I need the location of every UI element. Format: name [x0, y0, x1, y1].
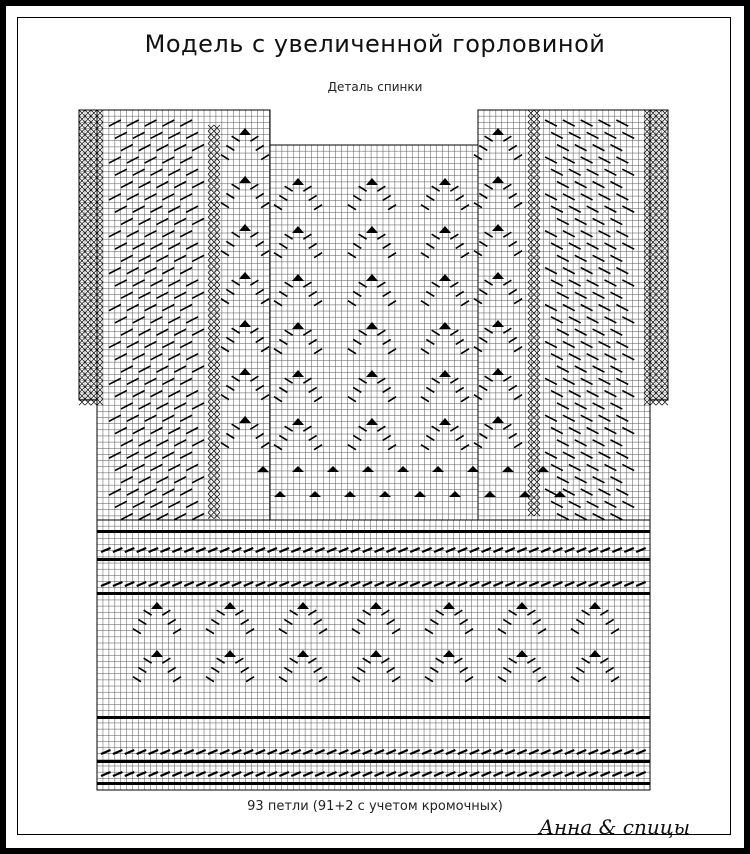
- triangle-decrease: [443, 602, 455, 609]
- triangle-decrease: [443, 650, 455, 657]
- band-rule: [97, 716, 650, 719]
- triangle-decrease: [519, 491, 531, 497]
- lower-motif: [352, 602, 400, 634]
- band-rule: [97, 592, 650, 595]
- slash-stitches: [421, 234, 469, 257]
- grid-lines: [270, 145, 478, 520]
- double-dash-band: [101, 582, 646, 586]
- triangle-decrease: [366, 370, 378, 377]
- grid-lines: [478, 110, 650, 520]
- triangle-decrease: [439, 322, 451, 329]
- triangle-decrease: [297, 650, 309, 657]
- slash-stitches: [206, 610, 254, 633]
- slash-stitches: [133, 658, 181, 681]
- triangle-decrease: [224, 650, 236, 657]
- triangle-decrease: [492, 128, 504, 135]
- chart-title: Модель с увеличенной горловиной: [144, 30, 606, 58]
- slash-stitches: [221, 232, 269, 255]
- triangle-decrease: [414, 491, 426, 497]
- slash-stitches: [474, 328, 522, 351]
- lower-motif: [133, 602, 181, 634]
- slash-stitches: [221, 376, 269, 399]
- triangle-decrease: [492, 368, 504, 375]
- band-row: [97, 548, 650, 561]
- slash-stitches: [221, 280, 269, 303]
- slash-stitches: [274, 186, 322, 209]
- triangle-decrease: [297, 602, 309, 609]
- center-motif: [421, 274, 469, 306]
- double-dash-band: [101, 750, 646, 754]
- author-signature: Анна & спицы: [538, 815, 690, 839]
- triangle-decrease: [239, 272, 251, 279]
- triangle-decrease: [492, 416, 504, 423]
- triangle-decrease: [370, 650, 382, 657]
- lower-motif: [279, 650, 327, 682]
- side-motif: [221, 272, 269, 304]
- triangle-decrease: [366, 178, 378, 185]
- triangle-decrease: [467, 466, 479, 472]
- slash-stitches: [206, 658, 254, 681]
- side-motif: [474, 224, 522, 256]
- double-dash-band: [101, 548, 646, 552]
- lower-motif: [206, 650, 254, 682]
- lower-motif: [498, 650, 546, 682]
- triangle-decrease: [366, 322, 378, 329]
- slash-stitches: [421, 282, 469, 305]
- slash-stitches: [221, 136, 269, 159]
- center-motif: [421, 178, 469, 210]
- chart-subtitle: Деталь спинки: [327, 80, 423, 94]
- center-motif: [421, 226, 469, 258]
- chart-symbols: [79, 110, 668, 785]
- slash-stitches: [274, 234, 322, 257]
- center-motif: [421, 322, 469, 354]
- stitch-count-caption: 93 петли (91+2 с учетом кромочных): [247, 799, 503, 814]
- side-motif: [221, 416, 269, 448]
- side-motif: [221, 128, 269, 160]
- triangle-decrease: [492, 224, 504, 231]
- side-motif: [474, 272, 522, 304]
- slash-stitches: [279, 610, 327, 633]
- slash-stitches: [274, 282, 322, 305]
- triangle-decrease: [151, 650, 163, 657]
- slash-stitches: [421, 186, 469, 209]
- triangle-decrease: [224, 602, 236, 609]
- slash-stitches: [133, 610, 181, 633]
- triangle-decrease: [327, 466, 339, 472]
- lower-motif: [571, 650, 619, 682]
- lower-motif: [206, 602, 254, 634]
- band-row: [97, 582, 650, 595]
- slash-stitches: [474, 232, 522, 255]
- triangle-decrease: [492, 320, 504, 327]
- side-motif: [221, 176, 269, 208]
- double-dash-band: [101, 772, 646, 776]
- center-motif: [274, 178, 322, 210]
- lower-motif: [571, 602, 619, 634]
- slash-stitches: [474, 280, 522, 303]
- slash-stitches: [571, 610, 619, 633]
- triangle-decrease: [439, 178, 451, 185]
- side-motif: [221, 368, 269, 400]
- triangle-decrease: [239, 416, 251, 423]
- center-motif: [274, 226, 322, 258]
- center-motif: [274, 322, 322, 354]
- band-row: [97, 750, 650, 763]
- slash-stitches: [474, 376, 522, 399]
- lower-motif: [352, 650, 400, 682]
- lower-motif: [279, 602, 327, 634]
- triangle-decrease: [439, 274, 451, 281]
- slash-stitches: [498, 658, 546, 681]
- triangle-decrease: [366, 274, 378, 281]
- triangle-decrease: [589, 602, 601, 609]
- side-motif: [474, 176, 522, 208]
- side-motif: [474, 416, 522, 448]
- band-rule: [97, 530, 650, 533]
- triangle-decrease: [439, 370, 451, 377]
- triangle-decrease: [239, 128, 251, 135]
- triangle-decrease: [309, 491, 321, 497]
- side-motif: [221, 320, 269, 352]
- upper-center-panel-outline: [270, 145, 478, 520]
- triangle-decrease: [370, 602, 382, 609]
- triangle-decrease: [344, 491, 356, 497]
- triangle-decrease: [366, 226, 378, 233]
- triangle-decrease: [516, 650, 528, 657]
- triangle-decrease: [439, 226, 451, 233]
- slash-stitches: [571, 658, 619, 681]
- center-motif: [274, 274, 322, 306]
- triangle-decrease: [397, 466, 409, 472]
- band-rule: [97, 782, 650, 785]
- side-motif: [221, 224, 269, 256]
- triangle-decrease: [362, 466, 374, 472]
- slash-stitches: [474, 136, 522, 159]
- triangle-decrease: [492, 176, 504, 183]
- triangle-decrease: [449, 491, 461, 497]
- triangle-decrease: [239, 320, 251, 327]
- triangle-decrease: [516, 602, 528, 609]
- triangle-decrease: [239, 224, 251, 231]
- lower-motif: [133, 650, 181, 682]
- side-motif: [474, 320, 522, 352]
- slash-stitches: [352, 610, 400, 633]
- triangle-decrease: [151, 602, 163, 609]
- side-motif: [474, 128, 522, 160]
- slash-stitches: [274, 378, 322, 401]
- triangle-decrease: [379, 491, 391, 497]
- side-motif: [474, 368, 522, 400]
- upper-right-panel: [478, 110, 650, 520]
- band-rule: [97, 558, 650, 561]
- band-rule: [97, 760, 650, 763]
- triangle-decrease: [492, 272, 504, 279]
- triangle-decrease: [484, 491, 496, 497]
- triangle-decrease: [239, 176, 251, 183]
- slash-stitches: [498, 610, 546, 633]
- slash-stitches: [421, 378, 469, 401]
- lower-motif: [498, 602, 546, 634]
- triangle-decrease: [589, 650, 601, 657]
- slash-stitches: [221, 328, 269, 351]
- upper-center-panel: [270, 145, 478, 520]
- triangle-decrease: [239, 368, 251, 375]
- slash-stitches: [279, 658, 327, 681]
- slash-stitches: [352, 658, 400, 681]
